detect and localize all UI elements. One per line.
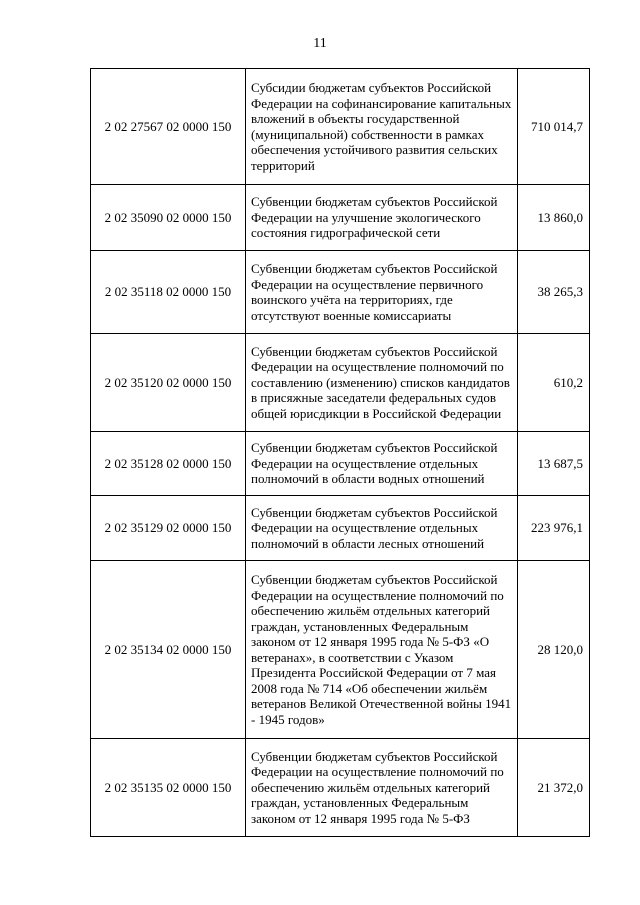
table-row [91, 432, 590, 496]
budget-code-cell: 2 02 35120 02 0000 150 [91, 334, 246, 432]
budget-code-cell: 2 02 35090 02 0000 150 [91, 185, 246, 251]
table-row [91, 334, 590, 432]
table-row [91, 69, 590, 185]
amount-cell: 710 014,7 [518, 69, 590, 185]
budget-code-cell: 2 02 35135 02 0000 150 [91, 739, 246, 837]
description-cell: Субвенции бюджетам субъектов Российской Федерации на осуществление полномочий по составлению (изменению) списков кандидатов в присяжные заседатели федеральных судов общей юрисдикции в Российской Федерации [246, 334, 518, 432]
budget-table [90, 68, 590, 837]
amount-cell: 223 976,1 [518, 496, 590, 561]
table-row [91, 561, 590, 739]
amount-cell: 21 372,0 [518, 739, 590, 837]
table-row [91, 185, 590, 251]
table-row [91, 739, 590, 837]
description-cell: Субвенции бюджетам субъектов Российской Федерации на осуществление отдельных полномочий в области лесных отношений [246, 496, 518, 561]
description-cell: Субвенции бюджетам субъектов Российской Федерации на улучшение экологического состояния гидрографической сети [246, 185, 518, 251]
amount-cell: 610,2 [518, 334, 590, 432]
amount-cell: 13 860,0 [518, 185, 590, 251]
budget-code-cell: 2 02 35129 02 0000 150 [91, 496, 246, 561]
amount-cell: 38 265,3 [518, 251, 590, 334]
budget-code-cell: 2 02 35128 02 0000 150 [91, 432, 246, 496]
description-cell: Субвенции бюджетам субъектов Российской Федерации на осуществление полномочий по обеспечению жильём отдельных категорий граждан, установленных Федеральным законом от 12 января 1995 года № 5-ФЗ «О ветеранах», в соответствии с Указом Президента Российской Федерации от 7 мая 2008 года № 714 «Об обеспечении жильём ветеранов Великой Отечественной войны 1941 - 1945 годов» [246, 561, 518, 739]
amount-cell: 28 120,0 [518, 561, 590, 739]
budget-code-cell: 2 02 27567 02 0000 150 [91, 69, 246, 185]
amount-cell: 13 687,5 [518, 432, 590, 496]
budget-code-cell: 2 02 35134 02 0000 150 [91, 561, 246, 739]
budget-code-cell: 2 02 35118 02 0000 150 [91, 251, 246, 334]
description-cell: Субвенции бюджетам субъектов Российской Федерации на осуществление первичного воинского учёта на территориях, где отсутствуют военные комиссариаты [246, 251, 518, 334]
table-row [91, 251, 590, 334]
description-cell: Субвенции бюджетам субъектов Российской Федерации на осуществление полномочий по обеспечению жильём отдельных категорий граждан, установленных Федеральным законом от 12 января 1995 года № 5-ФЗ [246, 739, 518, 837]
description-cell: Субсидии бюджетам субъектов Российской Федерации на софинансирование капитальных вложений в объекты государственной (муниципальной) собственности в рамках обеспечения устойчивого развития сельских территорий [246, 69, 518, 185]
description-cell: Субвенции бюджетам субъектов Российской Федерации на осуществление отдельных полномочий в области водных отношений [246, 432, 518, 496]
table-row [91, 496, 590, 561]
page-number: 11 [313, 36, 327, 51]
